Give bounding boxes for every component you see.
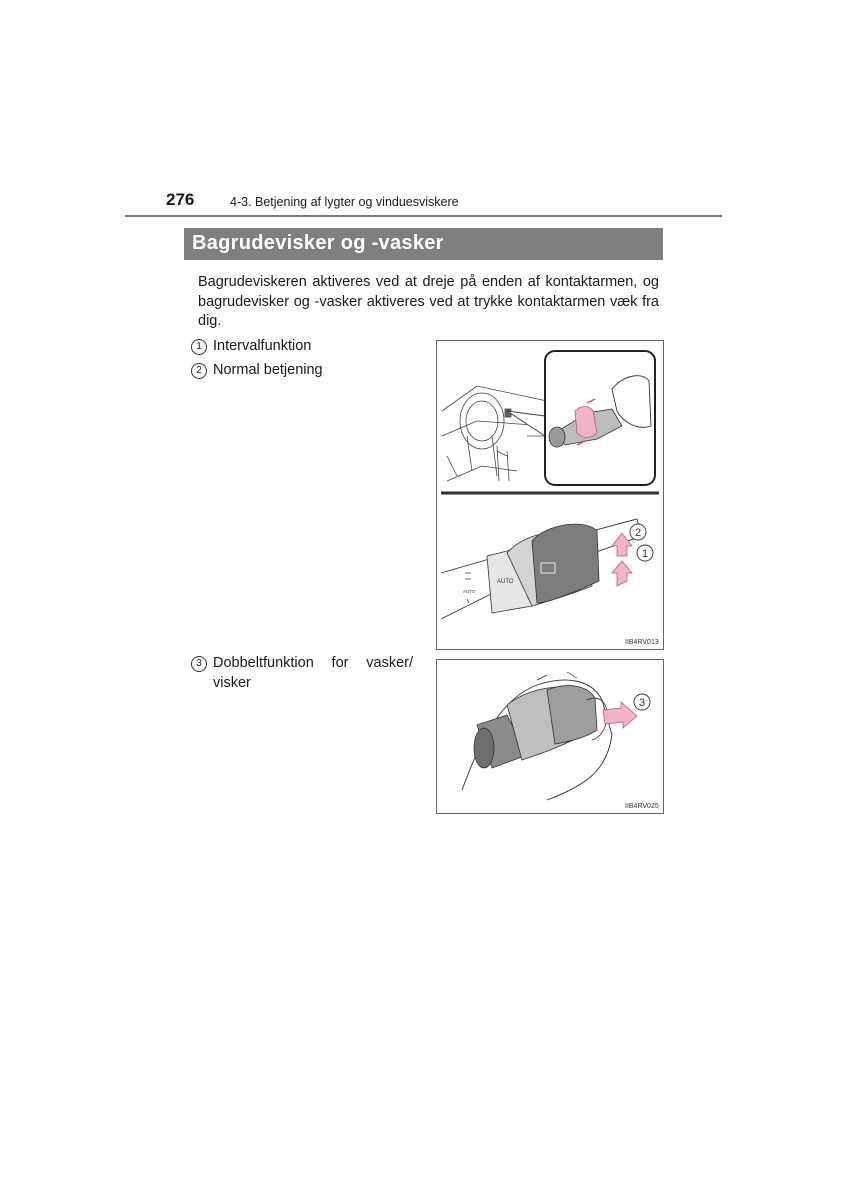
auto-label-small: AUTO — [463, 589, 476, 594]
circled-number-3: 3 — [191, 656, 207, 672]
figure-washer-wiper — [436, 659, 664, 814]
intro-paragraph: Bagrudeviskeren aktiveres ved at dreje på enden af kontaktarmen, og bagrudevisker og -vasker aktiveres ved at trykke kontaktarmen væk fra dig. — [198, 274, 659, 329]
rear-wiper-illustration — [437, 341, 663, 649]
hand-with-stalk — [462, 672, 612, 800]
svg-text:2: 2 — [634, 527, 642, 539]
circled-number-2: 2 — [191, 363, 207, 379]
section-title-bar — [184, 228, 663, 260]
arrow-up-1 — [612, 533, 632, 556]
item-label-3-line1: Dobbeltfunktion for vasker/ — [213, 655, 413, 671]
figure-rear-wiper-switch — [436, 340, 664, 650]
header-divider — [125, 215, 722, 217]
svg-text:1: 1 — [641, 548, 649, 560]
washer-illustration — [437, 660, 663, 813]
arrow-up-2 — [612, 561, 632, 586]
figure-code-2: IIB4RV025 — [625, 803, 659, 810]
svg-text:3: 3 — [638, 697, 646, 709]
item-label-1: Intervalfunktion — [213, 338, 312, 354]
list-item-2 — [191, 361, 411, 381]
circled-number-1: 1 — [191, 339, 207, 355]
item-label-2: Normal betjening — [213, 362, 323, 378]
page-number: 276 — [166, 190, 195, 209]
section-header: 4-3. Betjening af lygter og vinduesviskere — [230, 195, 459, 209]
auto-label-large: AUTO — [497, 579, 514, 585]
stalk-closeup — [441, 519, 653, 619]
section-title: Bagrudevisker og -vasker — [192, 232, 444, 254]
list-item-3 — [191, 654, 421, 694]
item-label-3-line2: visker — [213, 674, 251, 691]
cockpit-sketch — [442, 386, 547, 481]
list-item-1 — [191, 337, 411, 357]
figure-code-1: IIB4RV013 — [625, 639, 659, 646]
